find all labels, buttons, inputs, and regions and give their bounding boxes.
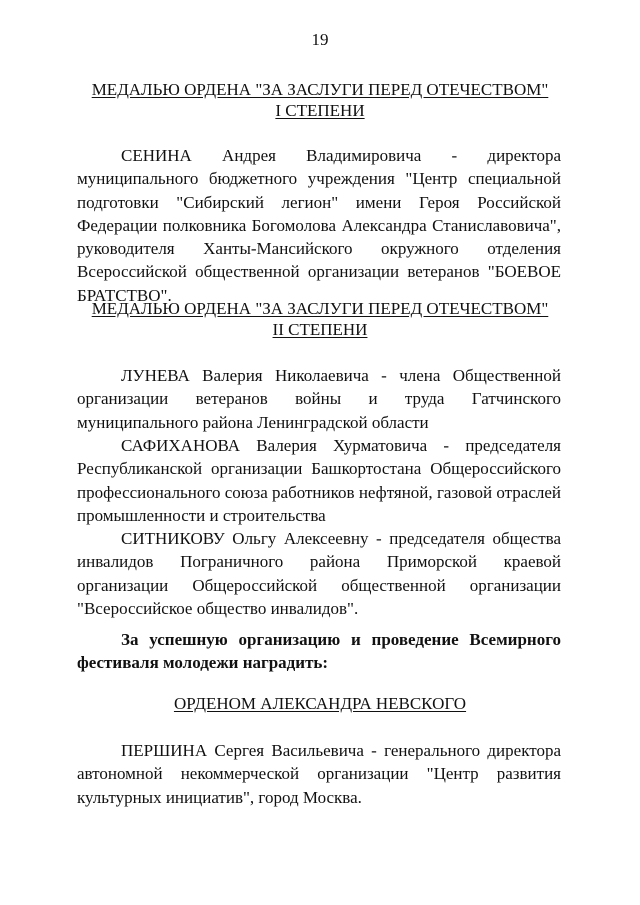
- award-heading-medal-1st-degree: [0, 79, 640, 121]
- award-entry: ПЕРШИНА Сергея Васильевича - генерального директора автономной некоммерческой организации "Центр развития культурных инициатив", город Москва.: [77, 741, 561, 807]
- award-entry: ЛУНЕВА Валерия Николаевича - члена Общественной организации ветеранов войны и труда Гатчинского муниципального района Ленинградской области: [77, 366, 561, 432]
- award-heading-medal-2nd-degree: [0, 298, 640, 340]
- page-number: 19: [311, 30, 329, 49]
- award-entry: САФИХАНОВА Валерия Хурматовича - председателя Республиканской организации Башкортостана Общероссийского профессионального союза работников нефтяной, газовой отраслей промышленности и строительства: [77, 436, 561, 525]
- heading-line: II СТЕПЕНИ: [272, 320, 368, 339]
- award-intro: За успешную организацию и проведение Всемирного фестиваля молодежи наградить:: [77, 630, 561, 673]
- heading-line: ОРДЕНОМ АЛЕКСАНДРА НЕВСКОГО: [173, 694, 467, 713]
- heading-line: I СТЕПЕНИ: [275, 101, 365, 120]
- heading-line: МЕДАЛЬЮ ОРДЕНА "ЗА ЗАСЛУГИ ПЕРЕД ОТЕЧЕСТВОМ": [91, 80, 549, 99]
- award-heading-order-nevsky: [0, 693, 640, 714]
- award-entry: СИТНИКОВУ Ольгу Алексеевну - председателя общества инвалидов Пограничного района Приморской краевой организации Общероссийской общественной организации "Всероссийское общество инвалидов".: [77, 529, 561, 618]
- award-entry: СЕНИНА Андрея Владимировича - директора муниципального бюджетного учреждения "Центр специальной подготовки "Сибирский легион" имени Героя Российской Федерации полковника Богомолова Александра Станиславовича", руководителя Ханты-Мансийского окружного отделения Всероссийской общественной организации ветеранов "БОЕВОЕ БРАТСТВО".: [77, 146, 561, 305]
- heading-line: МЕДАЛЬЮ ОРДЕНА "ЗА ЗАСЛУГИ ПЕРЕД ОТЕЧЕСТВОМ": [91, 299, 549, 318]
